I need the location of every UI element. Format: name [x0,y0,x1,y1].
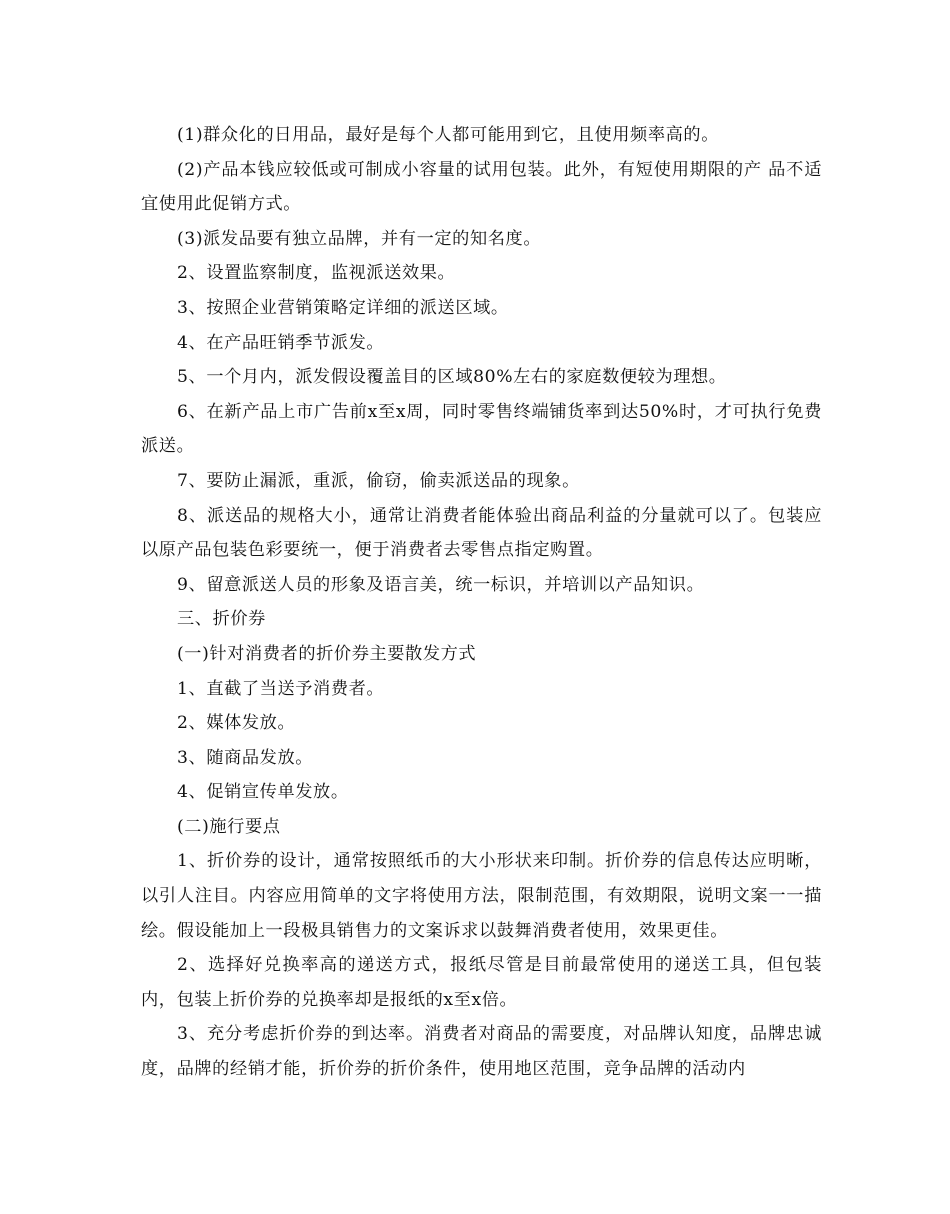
paragraph: (3)派发品要有独立品牌，并有一定的知名度。 [177,228,542,249]
paragraph: (2)产品本钱应较低或可制成小容量的试用包装。此外，有短使用期限的产 品不适宜使用此促销方式。 [141,159,822,215]
paragraph: 3、随商品发放。 [177,747,314,768]
subsection-heading: (一)针对消费者的折价券主要散发方式 [177,643,477,664]
paragraph: 7、要防止漏派，重派，偷窃，偷卖派送品的现象。 [177,470,580,491]
paragraph: 4、促销宣传单发放。 [177,782,349,803]
paragraph: 3、按照企业营销策略定详细的派送区域。 [177,297,509,318]
paragraph: 8、派送品的规格大小，通常让消费者能体验出商品利益的分量就可以了。包装应以原产品包装色彩要统一，便于消费者去零售点指定购置。 [141,505,822,561]
subsection-heading: (二)施行要点 [177,816,281,837]
paragraph: 4、在产品旺销季节派发。 [177,332,385,353]
paragraph: 2、媒体发放。 [177,713,296,734]
paragraph: 2、选择好兑换率高的递送方式，报纸尽管是目前最常使用的递送工具，但包装内，包装上折价券的兑换率却是报纸的x至x倍。 [141,955,822,1010]
paragraph: 1、折价券的设计，通常按照纸币的大小形状来印制。折价券的信息传达应明晰，以引人注目。内容应用简单的文字将使用方法，限制范围，有效期限，说明文案一一描绘。假设能加上一段极具销售力的文案诉求以鼓舞消费者使用，效果更佳。 [141,851,822,941]
paragraph: 1、直截了当送予消费者。 [177,678,385,699]
paragraph: 9、留意派送人员的形象及语言美，统一标识，并培训以产品知识。 [177,574,705,595]
section-heading: 三、折价券 [177,609,266,630]
paragraph: (1)群众化的日用品，最好是每个人都可能用到它，且使用频率高的。 [177,125,719,145]
paragraph: 3、充分考虑折价券的到达率。消费者对商品的需要度，对品牌认知度，品牌忠诚度，品牌的经销才能，折价券的折价条件，使用地区范围，竞争品牌的活动内 [141,1024,822,1080]
paragraph: 6、在新产品上市广告前x至x周，同时零售终端铺货率到达50%时，才可执行免费派送。 [141,401,822,457]
paragraph: 2、设置监察制度，监视派送效果。 [177,263,456,284]
paragraph: 5、一个月内，派发假设覆盖目的区域80%左右的家庭数便较为理想。 [177,367,727,388]
